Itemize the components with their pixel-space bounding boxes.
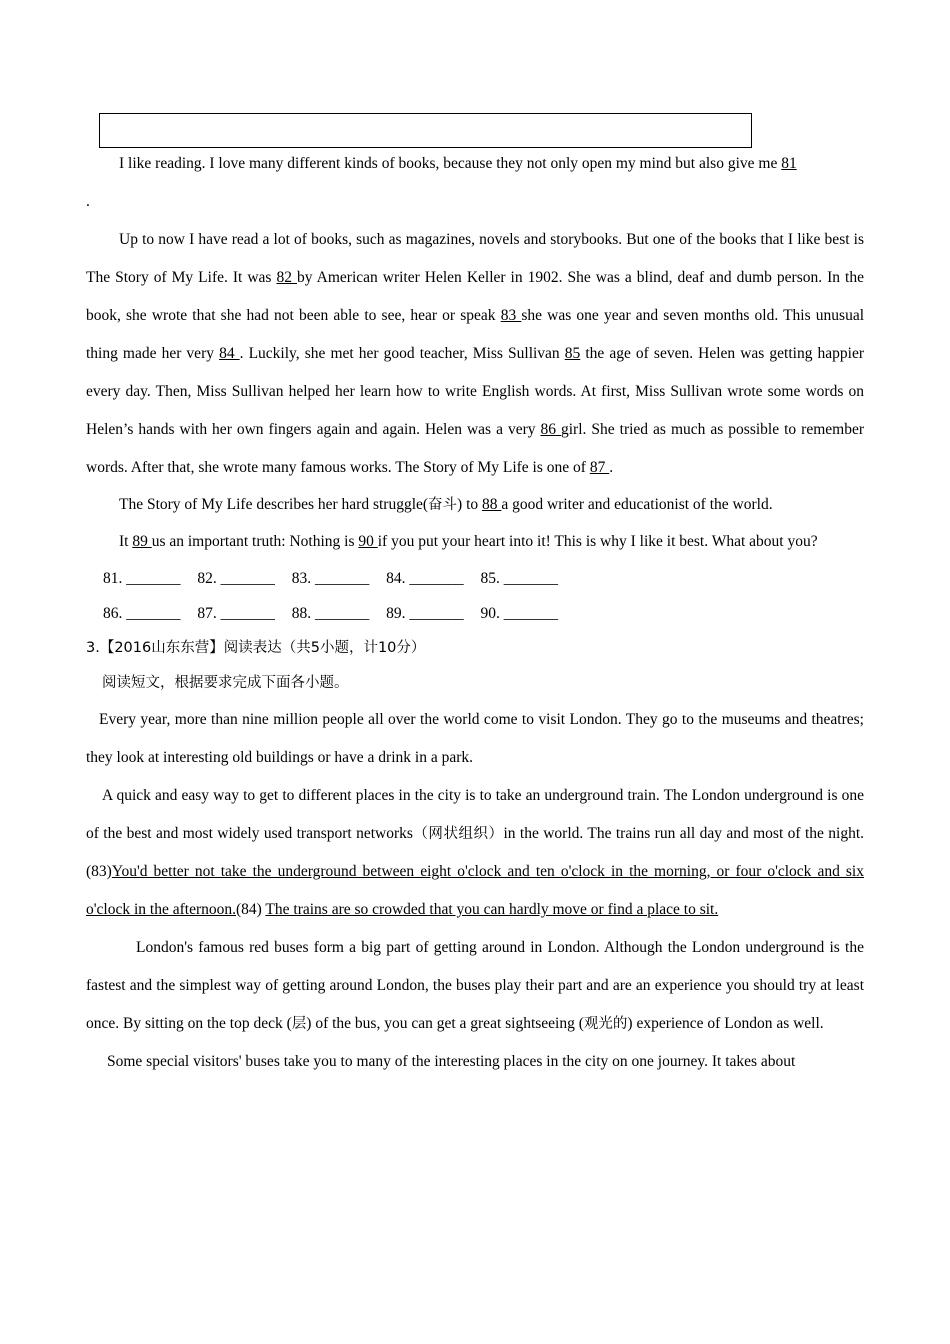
text: . Luckily, she met her good teacher, Miss Sullivan [239,345,565,362]
passage2-paragraph-4: Some special visitors' buses take you to many of the interesting places in the city on one journey. It takes about [107,1053,796,1070]
passage1-paragraph-1 [86,145,864,221]
text: a good writer and educationist of the world. [501,496,773,513]
answer-line-89: 89. _______ [386,605,464,622]
text: in the world. The trains run all day and most of the night. (83) [86,825,865,880]
text: by American writer Helen Keller in 1902. She was a blind, deaf and dumb person. In the book, she wrote that she had not been able to see, hear or speak [86,269,864,324]
blank-90: 90 [358,533,378,550]
blank-84: 84 [219,345,240,362]
chinese-gloss: 奋斗 [428,497,458,513]
answer-line-84: 84. _______ [386,570,464,587]
chinese-gloss: 观光的 [583,1016,628,1032]
answer-line-83: 83. _______ [291,570,370,587]
answer-row-1 [86,561,864,596]
answer-line-85: 85. _______ [480,570,558,587]
text: ) experience of London as well. [627,1015,824,1032]
answer-row-2 [86,596,864,631]
answer-line-86: 86. _______ [103,605,181,622]
passage2-paragraph-3 [86,929,864,1043]
blank-85: 85 [564,345,581,362]
blank-88: 88 [482,496,502,513]
text: the age of seven. Helen was getting happier every day. Then, Miss Sullivan helped her learn how to write English words. At first, Miss Sullivan wrote some words on Helen’s hands with her own fingers again and again. Helen was a very [86,345,865,438]
underlined-sentence-83: You'd better not take the underground between eight o'clock and ten o'clock in the morning, or four o'clock and six o'clock in the afternoon. [86,863,864,918]
text: us an important truth: Nothing is [151,533,359,550]
empty-answer-box [99,113,752,148]
blank-89: 89 [132,533,152,550]
blank-87: 87 [589,459,610,476]
text: London's famous red buses form a big part of getting around in London. Although the London underground is the fastest and the simplest way of getting around London, the buses play their part and are an experience you should try at least once. By sitting on the top deck ( [86,939,864,1032]
passage2-paragraph-1: Every year, more than nine million people all over the world come to visit London. They go to the museums and theatres; they look at interesting old buildings or have a drink in a park. [86,711,864,766]
text: It [119,533,133,550]
passage1-paragraph-3 [86,487,864,523]
passage1-paragraph-2 [86,221,864,487]
text: I like reading. I love many different kinds of books, because they not only open my mind but also give me [119,155,782,172]
answer-line-81: 81. _______ [103,570,181,587]
text: girl. She tried as much as possible to remember words. After that, she wrote many famous works. The Story of My Life is one of [86,421,864,476]
section-3-heading: 3.【2016山东东营】阅读表达（共5小题，计10分） [86,640,426,656]
answer-line-88: 88. _______ [291,605,370,622]
text: The Story of My Life describes her hard struggle( [119,496,429,513]
text: ) of the bus, you can get a great sightseeing ( [306,1015,584,1032]
passage2-paragraph-2 [86,777,864,929]
blank-86: 86 [540,421,561,438]
section-3-instruction: 阅读短文，根据要求完成下面各小题。 [102,675,349,691]
text: she was one year and seven months old. This unusual thing made her very [86,307,865,362]
text: Up to now I have read a lot of books, such as magazines, novels and storybooks. But one of the books that I like best is The Story of My Life. It was [86,231,864,286]
text: ) to [457,496,483,513]
text: if you put your heart into it! This is why I like it best. What about you? [377,533,818,550]
answer-line-90: 90. _______ [480,605,558,622]
chinese-gloss: 层 [291,1016,307,1032]
document-content [86,145,864,1081]
text: . [86,193,90,210]
text: . [609,459,614,476]
blank-83: 83 [500,307,522,324]
answer-line-87: 87. _______ [197,605,275,622]
blank-81: 81 [781,155,797,172]
blank-82: 82 [276,269,297,286]
answer-line-82: 82. _______ [197,570,275,587]
chinese-gloss: （网状组织） [412,826,504,842]
text: A quick and easy way to get to different places in the city is to take an underground train. The London underground is one of the best and most widely used transport networks [86,787,864,842]
underlined-sentence-84: The trains are so crowded that you can hardly move or find a place to sit. [265,901,719,918]
text: (84) [236,901,266,918]
passage1-paragraph-4 [86,523,864,561]
